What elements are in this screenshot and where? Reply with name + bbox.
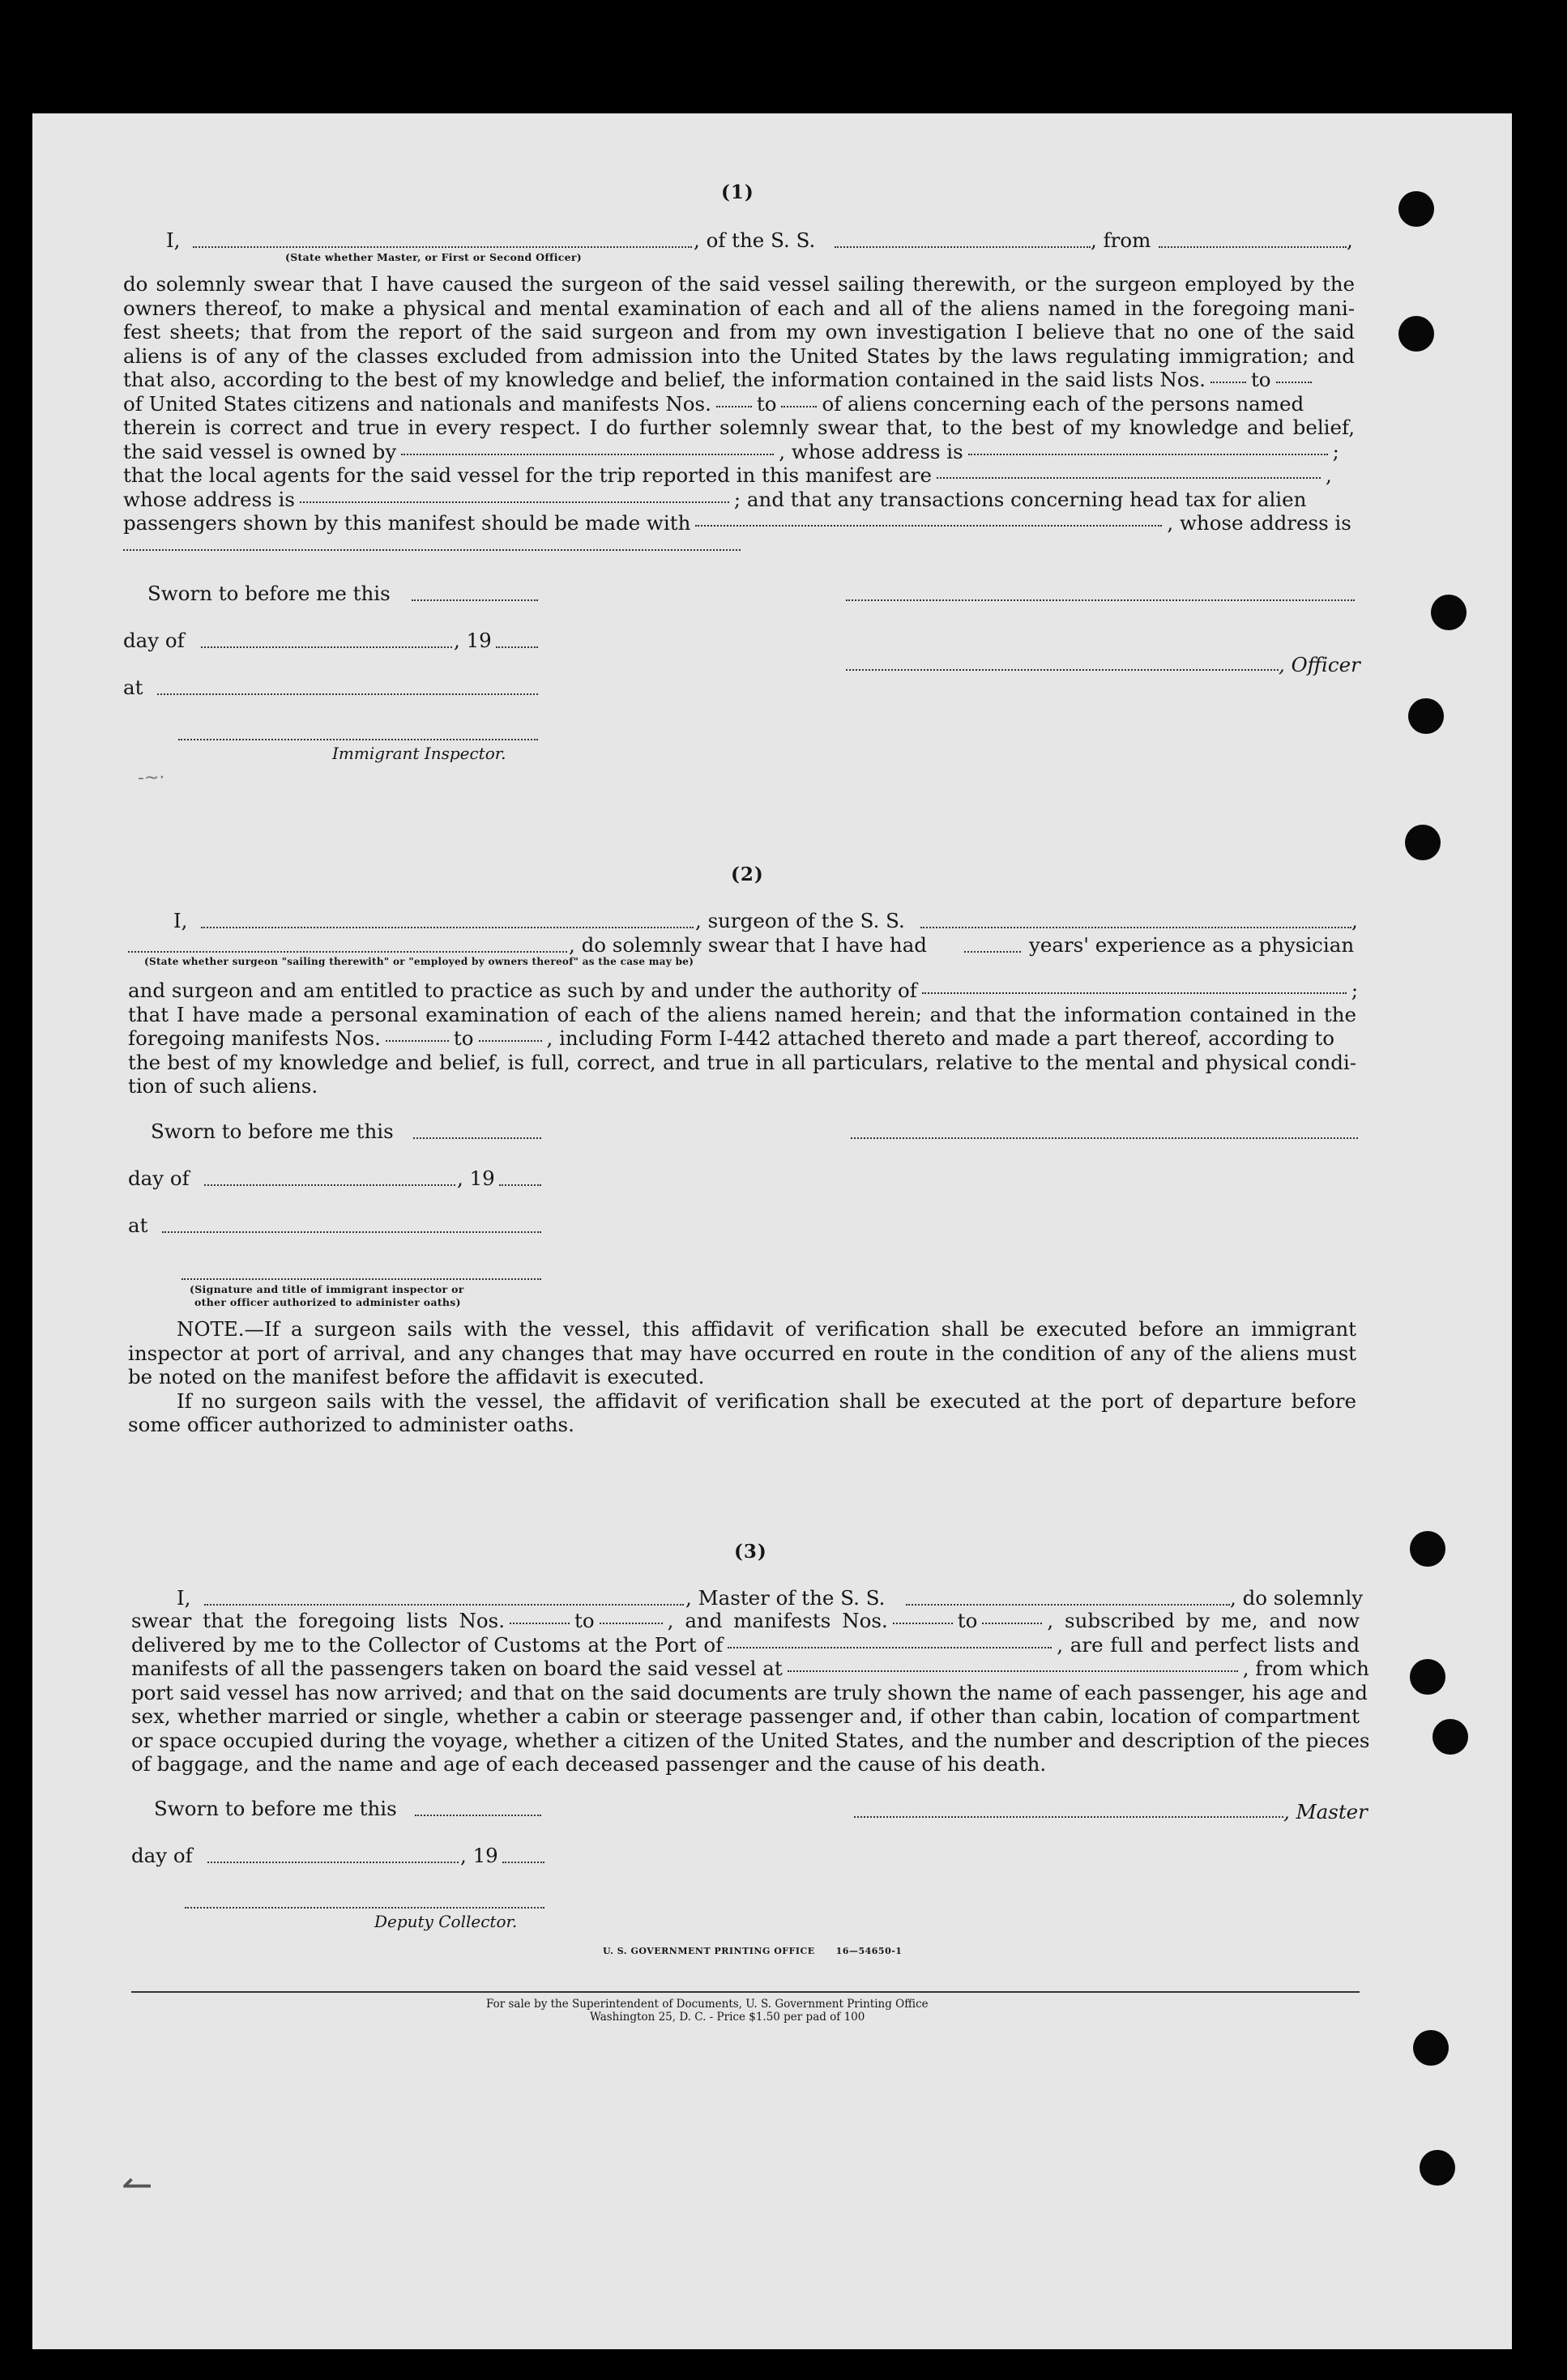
day-of-label: day of — [123, 629, 185, 652]
section-2-number: (2) — [731, 864, 764, 885]
list-from-field-3[interactable] — [510, 1623, 570, 1624]
binder-hole — [1410, 1659, 1445, 1695]
surgeon-name-field[interactable] — [201, 927, 694, 928]
at-label: at — [123, 676, 143, 699]
years-experience-label: years' experience as a physician — [1029, 933, 1355, 957]
agents-address-field[interactable] — [300, 501, 729, 503]
year-field-3[interactable] — [502, 1862, 544, 1863]
para-line: be noted on the manifest before the affidavit is executed. — [128, 1365, 705, 1388]
comma: , — [1347, 228, 1353, 252]
para-line: tion of such aliens. — [128, 1074, 318, 1098]
officer-title-field[interactable] — [846, 669, 1279, 671]
master-name-field-3[interactable] — [204, 1604, 684, 1606]
manifest-from-field[interactable] — [716, 406, 752, 407]
deputy-collector-label: Deputy Collector. — [374, 1912, 518, 1931]
section-1-number: (1) — [721, 181, 754, 203]
opening-i: I, — [173, 909, 188, 932]
sworn-date-field-3[interactable] — [415, 1815, 541, 1816]
footer-rule — [131, 1991, 1360, 1993]
binder-hole — [1433, 1719, 1468, 1755]
binder-hole — [1431, 595, 1467, 630]
para-line: that also, according to the best of my knowledge and belief, the information contained in the said lists Nos. to — [123, 368, 1355, 392]
opening-i: I, — [177, 1586, 191, 1610]
officer-hint: (State whether Master, or First or Second Officer) — [285, 251, 583, 263]
pencil-mark: ↼ — [122, 2163, 153, 2207]
do-solemnly-label: , do solemnly swear that I have had — [569, 933, 927, 957]
binder-hole — [1408, 698, 1444, 734]
section-3-number: (3) — [734, 1541, 767, 1563]
surgeon-hint: (State whether surgeon "sailing therewith" or "employed by owners thereof" as the case may be) — [144, 956, 694, 967]
year-field-2[interactable] — [499, 1184, 541, 1186]
day-of-field-3[interactable] — [207, 1862, 459, 1863]
master-signature-field[interactable] — [854, 1816, 1283, 1818]
owner-address-field[interactable] — [968, 454, 1328, 455]
para-line: fest sheets; that from the report of the said surgeon and from my own investigation I believe that no one of the said — [123, 320, 1355, 343]
note-paragraph — [128, 1317, 1356, 1437]
day-of-field-2[interactable] — [204, 1184, 455, 1186]
para-line: therein is correct and true in every respect. I do further solemnly swear that, to the best of my knowledge and belief, — [123, 416, 1355, 439]
para-line: the best of my knowledge and belief, is full, correct, and true in all particulars, relative to the mental and physical condi- — [128, 1050, 1356, 1074]
note-label: NOTE. — [177, 1317, 245, 1341]
binder-hole — [1405, 825, 1441, 860]
sworn-date-field[interactable] — [412, 599, 538, 601]
ship-name-field-3[interactable] — [906, 1604, 1230, 1606]
section-3-paragraph — [131, 1609, 1370, 1776]
signature-hint-1: (Signature and title of immigrant inspector or — [190, 1283, 464, 1295]
para-line: aliens is of any of the classes excluded from admission into the United States by the laws regulating immigration; and — [123, 343, 1355, 368]
para-line: some officer authorized to administer oaths. — [128, 1413, 574, 1436]
binder-hole — [1398, 191, 1434, 227]
sworn-label: Sworn to before me this — [147, 582, 391, 605]
surgeon-status-field[interactable] — [128, 951, 567, 953]
para-line: of baggage, and the name and age of each deceased passenger and the cause of his death. — [131, 1752, 1047, 1776]
para-line: that the local agents for the said vessel for the trip reported in this manifest are , — [123, 463, 1332, 487]
opening-i: I, — [166, 228, 181, 252]
para-line: swear that the foregoing lists Nos. to , and manifests Nos. to , subscribed by me, and now — [131, 1609, 1360, 1632]
para-line: NOTE.—If a surgeon sails with the vessel, this affidavit of verification shall be executed before an immigrant — [177, 1317, 1356, 1341]
head-tax-contact-field[interactable] — [695, 525, 1162, 527]
binder-hole — [1420, 2150, 1455, 2186]
para-line: manifests of all the passengers taken on board the said vessel at , from which — [131, 1657, 1369, 1680]
binder-hole — [1398, 316, 1434, 352]
sale-line-1: For sale by the Superintendent of Documents, U. S. Government Printing Office — [486, 1998, 929, 2011]
sworn-label: Sworn to before me this — [151, 1120, 394, 1143]
port-field[interactable] — [728, 1647, 1052, 1649]
year-label: , 19 — [454, 629, 492, 652]
at-place-field-2[interactable] — [162, 1231, 541, 1233]
para-line: owners thereof, to make a physical and mental examination of each and all of the aliens named in the foregoing mani- — [123, 296, 1355, 320]
deputy-signature-field[interactable] — [185, 1907, 544, 1909]
pencil-mark: -~· — [138, 768, 165, 788]
of-ss-label: , of the S. S. — [694, 228, 816, 252]
sworn-label: Sworn to before me this — [154, 1797, 397, 1820]
para-line: delivered by me to the Collector of Customs at the Port of , are full and perfect lists and — [131, 1632, 1360, 1657]
binder-hole — [1413, 2030, 1449, 2066]
year-field[interactable] — [496, 646, 538, 648]
at-label: at — [128, 1213, 148, 1237]
para-line: the said vessel is owned by , whose address is ; — [123, 439, 1339, 463]
para-line: sex, whether married or single, whether a cabin or steerage passenger and, if other than cabin, location of compartment — [131, 1704, 1360, 1728]
day-of-label: day of — [131, 1844, 193, 1867]
inspector-signature-field[interactable] — [178, 739, 538, 740]
year-label: , 19 — [457, 1167, 495, 1190]
para-line: or space occupied during the voyage, whether a citizen of the United States, and the number and description of the pieces — [131, 1728, 1370, 1752]
para-line: port said vessel has now arrived; and that on the said documents are truly shown the name of each passenger, his age and — [131, 1680, 1368, 1704]
manifest-from-field-2[interactable] — [386, 1040, 449, 1042]
master-of-label: , Master of the S. S. — [685, 1586, 886, 1610]
signature-hint-2: other officer authorized to administer oaths) — [194, 1296, 461, 1308]
head-tax-address-field[interactable] — [123, 549, 741, 551]
sale-line-2: Washington 25, D. C. - Price $1.50 per pad of 100 — [590, 2011, 865, 2024]
section-1-paragraph — [123, 272, 1355, 535]
section-2-paragraph — [128, 979, 1359, 1098]
embark-port-field[interactable] — [788, 1670, 1238, 1672]
list-from-field[interactable] — [1210, 382, 1246, 383]
master-label: , Master — [1283, 1800, 1368, 1823]
para-line: foregoing manifests Nos. to , including Form I-442 attached thereto and made a part thereof, according to — [128, 1026, 1334, 1050]
manifest-from-field-3[interactable] — [893, 1623, 953, 1624]
administrator-signature-field[interactable] — [181, 1278, 541, 1280]
para-line: passengers shown by this manifest should be made with , whose address is — [123, 511, 1351, 535]
year-label: , 19 — [460, 1844, 498, 1867]
officer-label: , Officer — [1279, 653, 1360, 676]
do-solemnly-label: , do solemnly — [1230, 1586, 1364, 1610]
ship-name-field-2[interactable] — [920, 927, 1351, 928]
years-field[interactable] — [964, 951, 1021, 953]
from-label: , from — [1091, 228, 1151, 252]
manifest-to-field-2[interactable] — [479, 1040, 542, 1042]
authority-field[interactable] — [922, 992, 1347, 994]
para-line: that I have made a personal examination of each of the aliens named herein; and that the information contained in the — [128, 1002, 1356, 1026]
surgeon-signature-field[interactable] — [851, 1137, 1358, 1139]
gpo-imprint: U. S. GOVERNMENT PRINTING OFFICE 16—54650-1 — [603, 1946, 903, 1956]
para-line: inspector at port of arrival, and any changes that may have occurred en route in the condition of any of the aliens must — [128, 1341, 1356, 1365]
comma: , — [1351, 909, 1358, 932]
local-agents-field[interactable] — [937, 477, 1321, 479]
officer-signature-field[interactable] — [846, 599, 1355, 601]
para-line: If no surgeon sails with the vessel, the affidavit of verification shall be executed at the port of departure before — [177, 1388, 1356, 1413]
surgeon-of-label: , surgeon of the S. S. — [695, 909, 905, 932]
manifest-to-field[interactable] — [781, 406, 817, 407]
section-1-opening — [166, 228, 180, 252]
sworn-date-field-2[interactable] — [413, 1137, 541, 1139]
para-line: of United States citizens and nationals and manifests Nos. to of aliens concerning each of the persons named — [123, 391, 1304, 416]
manifest-to-field-3[interactable] — [982, 1623, 1042, 1624]
from-port-field[interactable] — [1159, 246, 1347, 248]
para-line: and surgeon and am entitled to practice as such by and under the authority of ; — [128, 979, 1359, 1002]
binder-hole — [1410, 1531, 1445, 1567]
owner-field[interactable] — [401, 454, 774, 455]
master-name-field[interactable] — [193, 246, 692, 248]
para-line: whose address is ; and that any transactions concerning head tax for alien — [123, 487, 1307, 511]
ship-name-field[interactable] — [835, 246, 1091, 248]
para-line: do solemnly swear that I have caused the surgeon of the said vessel sailing therewith, or the surgeon employed by the — [123, 272, 1355, 296]
list-to-field[interactable] — [1276, 382, 1312, 383]
day-of-field[interactable] — [201, 646, 452, 648]
immigrant-inspector-label: Immigrant Inspector. — [332, 744, 506, 763]
day-of-label: day of — [128, 1167, 190, 1190]
at-place-field[interactable] — [157, 693, 538, 695]
list-to-field-3[interactable] — [600, 1623, 663, 1624]
